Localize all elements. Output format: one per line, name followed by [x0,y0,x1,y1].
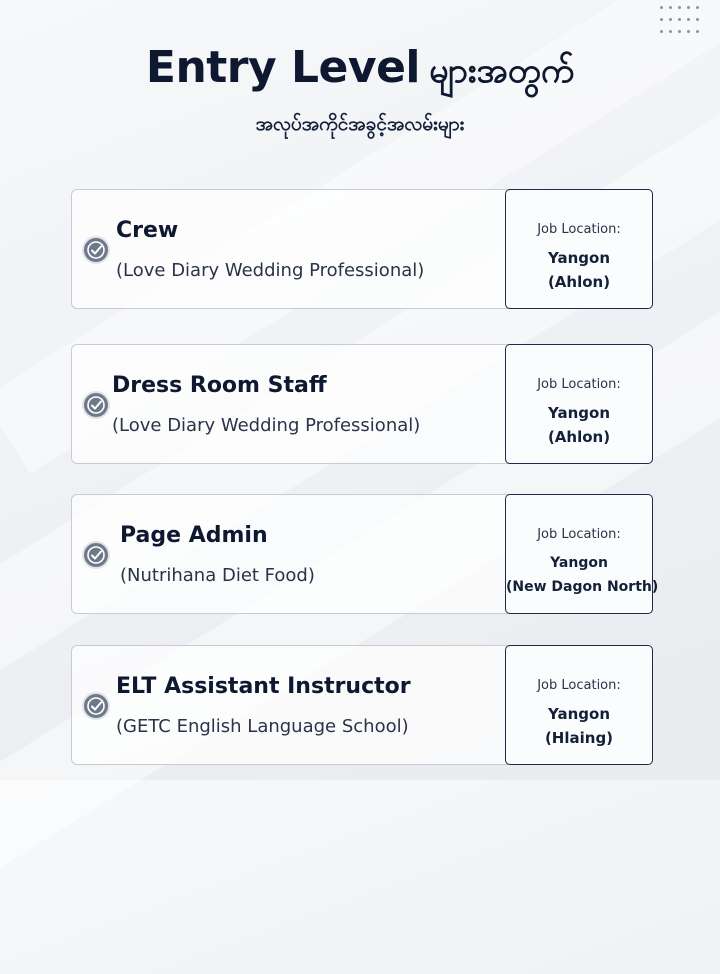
job-card-dress-room-staff[interactable] [71,344,653,464]
check-circle-icon [82,692,110,720]
job-location-value [506,551,659,599]
job-location-value [506,702,652,750]
job-title: Page Admin [120,523,268,548]
job-card-page-admin[interactable] [71,494,659,614]
page-subtitle: အလုပ်အကိုင်အခွင့်အလမ်းများ [255,113,465,135]
job-card-elt-assistant-instructor[interactable] [71,645,653,765]
job-location-label: Job Location: [537,678,621,693]
job-location-label: Job Location: [537,222,621,237]
job-location-area: (Ahlon) [547,428,611,446]
job-location-label: Job Location: [537,527,621,542]
job-location-value [506,401,652,449]
job-title: ELT Assistant Instructor [116,674,411,699]
check-circle-icon [82,236,110,264]
job-location-label: Job Location: [537,377,621,392]
decorative-dot-grid [660,6,702,38]
job-location-box [505,344,653,464]
job-card-crew[interactable] [71,189,653,309]
job-company: (GETC English Language School) [116,716,409,737]
job-location-box [505,189,653,309]
title-burmese: များအတွက် [429,51,575,91]
job-location-box [505,494,659,614]
job-location-area: (Ahlon) [547,273,611,291]
page-title [0,42,720,99]
check-circle-icon [82,391,110,419]
job-location-city: Yangon [547,249,610,267]
title-english: Entry Level [145,42,420,93]
job-title: Crew [116,218,179,243]
job-location-box [505,645,653,765]
job-location-value [506,246,652,294]
job-company: (Nutrihana Diet Food) [120,565,315,586]
check-circle-icon [82,541,110,569]
job-title: Dress Room Staff [112,373,327,398]
job-location-area: (Hlaing) [544,729,614,747]
job-location-area: (New Dagon North) [506,579,659,595]
job-location-city: Yangon [550,555,608,571]
job-location-city: Yangon [547,705,610,723]
job-company: (Love Diary Wedding Professional) [116,260,425,281]
job-company: (Love Diary Wedding Professional) [112,415,421,436]
job-location-city: Yangon [547,404,610,422]
